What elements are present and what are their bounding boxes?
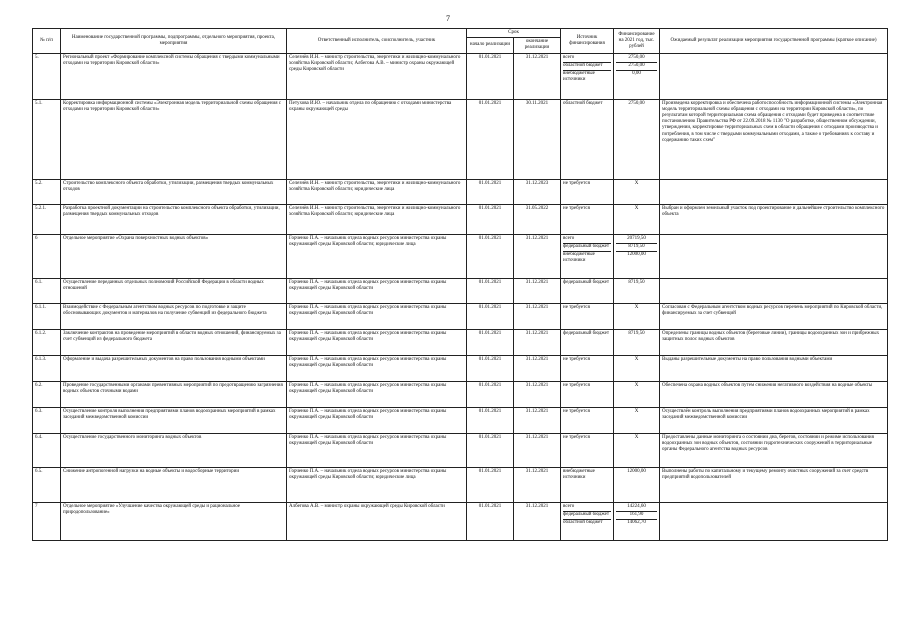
source-item: федеральный бюджет — [563, 512, 611, 520]
table-row — [33, 53, 888, 99]
row-executor: Горченко П.А. – начальник отдела водных ресурсов министерства охраны окружающей среды Кировской области; юридические лица — [287, 234, 467, 278]
amount-item: 2750,00 — [616, 55, 657, 63]
row-sources — [561, 204, 614, 234]
table-row — [33, 502, 888, 540]
row-amounts — [614, 179, 660, 204]
amount-item: Х — [634, 408, 639, 414]
row-end: 31.12.2023 — [514, 179, 561, 204]
row-executor: Албегова А.В. – министр охраны окружающей среды Кировской области — [287, 502, 467, 540]
header-num: № п/п — [33, 29, 61, 54]
row-number: 5.1. — [33, 99, 61, 179]
row-start: 01.01.2021 — [467, 407, 514, 433]
row-name: Отдельное мероприятие «Улучшение качества окружающей среды и рациональное природопользование» — [61, 502, 287, 540]
row-name: Снижение антропогенной нагрузки на водные объекты и водосборные территории — [61, 467, 287, 502]
row-end: 31.12.2021 — [514, 467, 561, 502]
row-number: 6.1.1. — [33, 303, 61, 329]
row-name: Оформление и выдача разрешительных документов на право пользования водными объектами — [61, 355, 287, 381]
table-row — [33, 99, 888, 179]
amount-item: Х — [634, 382, 639, 388]
amount-item: Х — [634, 180, 639, 186]
row-sources — [561, 278, 614, 303]
row-result: Осуществлён контроль выполнения предприятиями планов водоохранных мероприятий в рамках заседаний межведомственной комиссии — [660, 407, 888, 433]
row-name: Осуществление переданных отдельных полномочий Российской Федерации в области водных отношений — [61, 278, 287, 303]
row-amounts — [614, 53, 660, 99]
row-name: Проведение государственными органами превентивных мероприятий по предотвращению загрязнения водных объектов сточными водами — [61, 381, 287, 407]
row-start: 01.01.2021 — [467, 467, 514, 502]
source-item: всего — [563, 504, 611, 512]
source-item: не требуется — [563, 304, 590, 310]
source-item: не требуется — [563, 434, 590, 440]
table-row — [33, 433, 888, 467]
source-item: всего — [563, 55, 611, 63]
row-executor: Селезнёв И.Н. – министр строительства, энергетики и жилищно-коммунального хозяйства Кировской области; юридические лица — [287, 204, 467, 234]
amount-item: Х — [634, 205, 639, 211]
row-sources — [561, 355, 614, 381]
row-amounts — [614, 433, 660, 467]
row-result: Обеспечена охрана водных объектов путем снижения негативного воздействия на водные объекты — [660, 381, 888, 407]
row-start: 01.01.2021 — [467, 99, 514, 179]
row-end: 31.12.2021 — [514, 502, 561, 540]
source-item: не требуется — [563, 356, 590, 362]
source-item: внебюджетные источники — [563, 71, 595, 83]
row-end: 31.12.2021 — [514, 303, 561, 329]
row-end: 31.12.2021 — [514, 355, 561, 381]
row-sources — [561, 179, 614, 204]
row-number: 5. — [33, 53, 61, 99]
row-executor: Горченко П.А. – начальник отдела водных ресурсов министерства охраны окружающей среды Кировской области — [287, 381, 467, 407]
header-source: Источник финансирования — [561, 29, 614, 54]
row-name: Разработка проектной документации на строительство комплексного объекта обработки, утилизации, размещения твердых коммунальных отходов — [61, 204, 287, 234]
row-number: 6.4. — [33, 433, 61, 467]
row-start: 01.01.2021 — [467, 433, 514, 467]
amount-item: 20719,50 — [616, 236, 657, 244]
amount-item: 14062,70 — [627, 520, 646, 526]
amount-item: 8719,50 — [628, 279, 645, 285]
source-item: внебюджетные источники — [563, 252, 595, 264]
header-name: Наименование государственной программы, подпрограммы, отдельного мероприятия, проекта, мероприятия — [61, 29, 287, 54]
row-sources — [561, 303, 614, 329]
row-amounts — [614, 303, 660, 329]
row-name: Строительство комплексного объекта обработки, утилизации, размещения твердых коммунальных отходов — [61, 179, 287, 204]
row-start: 01.01.2021 — [467, 502, 514, 540]
row-result: Определены границы водных объектов (береговые линии), границы водоохранных зон и прибрежных защитных полос водных объектов — [660, 329, 888, 355]
row-sources — [561, 234, 614, 278]
row-amounts — [614, 204, 660, 234]
row-sources — [561, 502, 614, 540]
row-executor: Селезнёв И.Н. – министр строительства, энергетики и жилищно-коммунального хозяйства Кировской области; Албегова А.В. – министр охраны окружающей среды Кировской области — [287, 53, 467, 99]
source-item: не требуется — [563, 180, 590, 186]
row-end: 31.05.2022 — [514, 204, 561, 234]
header-funding: Финансирование на 2021 год, тыс. рублей — [614, 29, 660, 54]
row-name: Осуществление государственного мониторинга водных объектов — [61, 433, 287, 467]
page-number: 7 — [446, 14, 450, 23]
header-executor: Ответственный исполнитель, соисполнитель, участник — [287, 29, 467, 54]
row-amounts — [614, 278, 660, 303]
amount-item: 12000,00 — [627, 468, 646, 474]
row-result: Выданы разрешительные документы на право пользования водными объектами — [660, 355, 888, 381]
amount-item: Х — [634, 304, 639, 310]
source-item: не требуется — [563, 408, 590, 414]
row-amounts — [614, 234, 660, 278]
header-term: Срок — [467, 29, 561, 38]
table-row — [33, 407, 888, 433]
amount-item: 12000,00 — [627, 252, 646, 258]
row-start: 01.01.2021 — [467, 278, 514, 303]
amount-item: Х — [634, 434, 639, 440]
row-start: 01.01.2021 — [467, 204, 514, 234]
row-executor: Горченко П.А. – начальник отдела водных ресурсов министерства охраны окружающей среды Кировской области; юридические лица — [287, 467, 467, 502]
row-result: Предоставлены данные мониторинга о состоянии дна, берегов, состоянии и режиме использования водоохранных зон водных объектов, состоянии гидротехнических сооружений в территориальные органы Федерального агентства водных ресурсов — [660, 433, 888, 467]
row-name: Заключение контрактов на проведение мероприятий в области водных отношений, финансируемых за счет субвенций из федерального бюджета — [61, 329, 287, 355]
row-number: 6 — [33, 234, 61, 278]
row-sources — [561, 407, 614, 433]
row-result — [660, 53, 888, 99]
row-end: 31.12.2021 — [514, 433, 561, 467]
row-result — [660, 278, 888, 303]
source-item: областной бюджет — [563, 63, 611, 71]
source-item: федеральный бюджет — [563, 279, 610, 285]
row-name: Корректировка информационной системы «Электронная модель территориальной схемы обращения с отходами на территории Кировской области» — [61, 99, 287, 179]
row-number: 5.2.1. — [33, 204, 61, 234]
row-executor: Горченко П.А. – начальник отдела водных ресурсов министерства охраны окружающей среды Кировской области — [287, 303, 467, 329]
row-number: 5.2. — [33, 179, 61, 204]
row-amounts — [614, 329, 660, 355]
row-amounts — [614, 467, 660, 502]
row-start: 01.01.2021 — [467, 355, 514, 381]
row-start: 01.01.2021 — [467, 234, 514, 278]
row-name: Взаимодействие с Федеральным агентством водных ресурсов по подготовке и защите обосновывающих документов и материалов на получение субвенций из федерального бюджета — [61, 303, 287, 329]
row-number: 7 — [33, 502, 61, 540]
row-name: Отдельное мероприятие «Охрана поверхностных водных объектов» — [61, 234, 287, 278]
row-executor: Петухова И.Ю. – начальник отдела по обращению с отходами министерства охраны окружающей среды — [287, 99, 467, 179]
row-start: 01.01.2021 — [467, 303, 514, 329]
row-sources — [561, 467, 614, 502]
source-item: не требуется — [563, 205, 590, 211]
table-row — [33, 329, 888, 355]
row-end: 31.12.2021 — [514, 329, 561, 355]
source-item: всего — [563, 236, 611, 244]
row-number: 6.1. — [33, 278, 61, 303]
amount-item: 2750,00 — [616, 63, 657, 71]
row-number: 6.5. — [33, 467, 61, 502]
row-end: 31.12.2021 — [514, 381, 561, 407]
source-item: внебюджетные источники — [563, 468, 595, 480]
program-table — [32, 28, 888, 541]
table-row — [33, 355, 888, 381]
row-start: 01.01.2021 — [467, 53, 514, 99]
table-body — [33, 53, 888, 540]
table-row — [33, 381, 888, 407]
row-sources — [561, 53, 614, 99]
source-item: федеральный бюджет — [563, 330, 610, 336]
source-item: федеральный бюджет — [563, 244, 611, 252]
row-sources — [561, 99, 614, 179]
row-executor: Горченко П.А. – начальник отдела водных ресурсов министерства охраны окружающей среды Кировской области — [287, 329, 467, 355]
row-executor: Горченко П.А. – начальник отдела водных ресурсов министерства охраны окружающей среды Кировской области — [287, 407, 467, 433]
header-end: окончание реализации — [514, 38, 561, 53]
amount-item: 161,90 — [616, 512, 657, 520]
header-result: Ожидаемый результат реализации мероприятия государственной программы (краткое описание) — [660, 29, 888, 54]
row-amounts — [614, 381, 660, 407]
row-sources — [561, 381, 614, 407]
row-result: Согласован с Федеральным агентством водных ресурсов перечень мероприятий по Кировской области, финансируемых за счет субвенций — [660, 303, 888, 329]
header-start: начало реализации — [467, 38, 514, 53]
source-item: областной бюджет — [563, 520, 603, 526]
row-result — [660, 502, 888, 540]
row-number: 6.2. — [33, 381, 61, 407]
row-number: 6.3. — [33, 407, 61, 433]
row-result: Выбран и оформлен земельный участок под проектирование и дальнейшее строительство комплексного объекта — [660, 204, 888, 234]
row-end: 30.11.2021 — [514, 99, 561, 179]
table-row — [33, 204, 888, 234]
amount-item: 8719,50 — [628, 330, 645, 336]
row-number: 6.1.3. — [33, 355, 61, 381]
row-name: Региональный проект «Формирование комплексной системы обращения с твердыми коммунальными отходами на территории Кировской области» — [61, 53, 287, 99]
table-row — [33, 467, 888, 502]
row-start: 01.01.2021 — [467, 381, 514, 407]
amount-item: 2750,00 — [628, 100, 645, 106]
row-result — [660, 179, 888, 204]
table-row — [33, 234, 888, 278]
row-sources — [561, 329, 614, 355]
header-row-1 — [33, 29, 888, 38]
source-item: областной бюджет — [563, 100, 603, 106]
row-end: 31.12.2021 — [514, 278, 561, 303]
row-start: 01.01.2021 — [467, 329, 514, 355]
table-row — [33, 303, 888, 329]
amount-item: 14224,60 — [616, 504, 657, 512]
row-end: 31.12.2021 — [514, 53, 561, 99]
source-item: не требуется — [563, 382, 590, 388]
row-executor: Селезнёв И.Н. – министр строительства, энергетики и жилищно-коммунального хозяйства Кировской области; юридические лица — [287, 179, 467, 204]
row-result — [660, 234, 888, 278]
row-number: 6.1.2. — [33, 329, 61, 355]
table-row — [33, 278, 888, 303]
amount-item: Х — [634, 356, 639, 362]
row-end: 31.12.2021 — [514, 234, 561, 278]
row-amounts — [614, 502, 660, 540]
row-amounts — [614, 407, 660, 433]
row-end: 31.12.2021 — [514, 407, 561, 433]
row-executor: Горченко П.А. – начальник отдела водных ресурсов министерства охраны окружающей среды Кировской области — [287, 278, 467, 303]
row-amounts — [614, 355, 660, 381]
row-result: Произведена корректировка и обеспечена работоспособность информационной системы «Электронная модель территориальной схемы обращения с отходами на территории Кировской области», по результатам которой территориальная схема обращения с отходами будет приведена в соответствие постановлению Правительства РФ от 22.09.2018 № 1130 "О разработке, общественном обсуждении, утверждении, корректировке территориальных схем в области обращения с отходами производства и потребления, в том числе с твердыми коммунальными отходами, а также о требованиях к составу и содержанию таких схем" — [660, 99, 888, 179]
row-amounts — [614, 99, 660, 179]
row-result: Выполнены работы по капитальному и текущему ремонту очистных сооружений за счет средств предприятий водопользователей — [660, 467, 888, 502]
amount-item: 0,00 — [632, 71, 641, 77]
row-executor: Горченко П.А. – начальник отдела водных ресурсов министерства охраны окружающей среды Кировской области — [287, 355, 467, 381]
table-row — [33, 179, 888, 204]
row-start: 01.01.2021 — [467, 179, 514, 204]
row-executor: Горченко П.А. – начальник отдела водных ресурсов министерства охраны окружающей среды Кировской области — [287, 433, 467, 467]
row-sources — [561, 433, 614, 467]
amount-item: 8719,50 — [616, 244, 657, 252]
row-name: Осуществление контроля выполнения предприятиями планов водоохранных мероприятий в рамках заседаний межведомственной комиссии — [61, 407, 287, 433]
